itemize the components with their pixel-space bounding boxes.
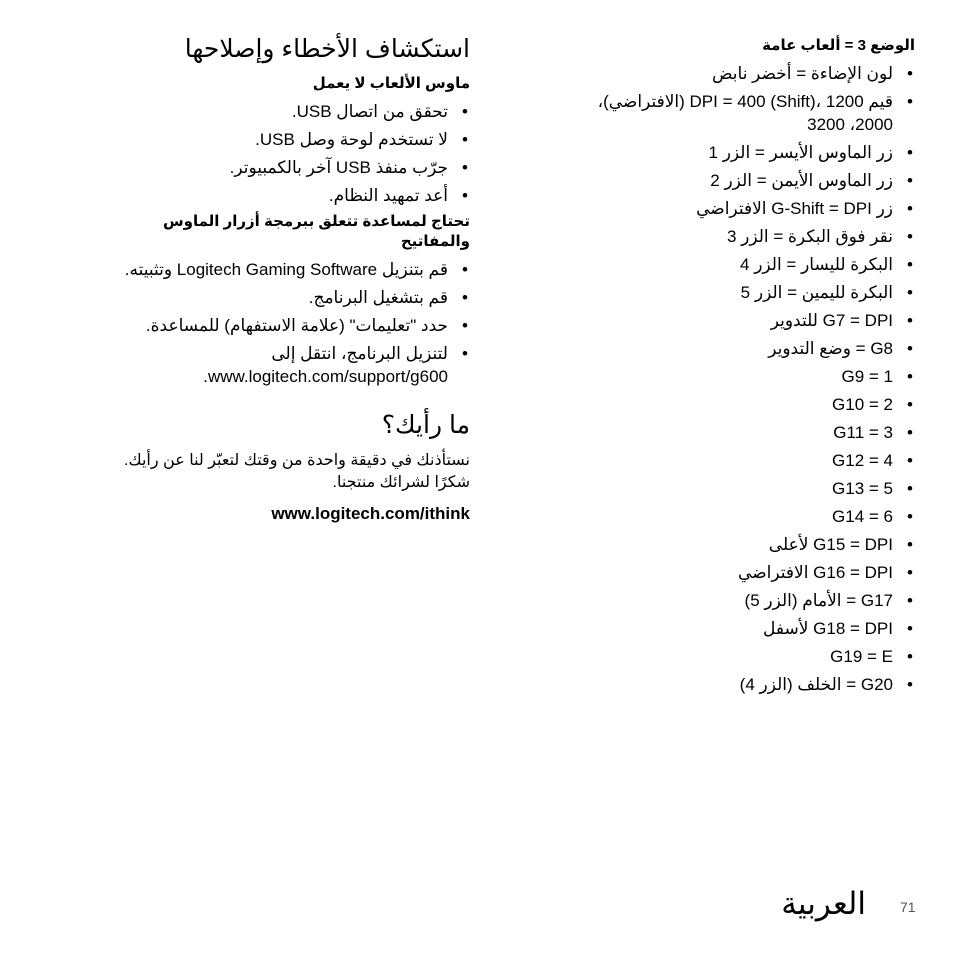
list-item: • G14 = 6	[560, 505, 915, 528]
list-item: • G19 = E	[560, 645, 915, 668]
list-item: • G15 = DPI لأعلى	[560, 533, 915, 556]
list-item: • G9 = 1	[560, 365, 915, 388]
list-item: • G13 = 5	[560, 477, 915, 500]
list-item: • نقر فوق البكرة = الزر 3	[560, 225, 915, 248]
list-item: • G16 = DPI الافتراضي	[560, 561, 915, 584]
list-item: • قيم 1200 ،DPI = 400 (Shift) (الافتراضي)، 2000، 3200	[560, 90, 915, 136]
mode3-list	[560, 62, 915, 696]
list-item: • لتنزيل البرنامج، انتقل إلى www.logitech.com/support/g600.	[100, 342, 470, 388]
list-item: • G17 = الأمام (الزر 5)	[560, 589, 915, 612]
mode3-section	[560, 36, 915, 701]
list-item: • قم بتنزيل Logitech Gaming Software وتثبيته.	[100, 258, 470, 281]
what-think-text: نستأذنك في دقيقة واحدة من وقتك لتعبّر لنا عن رأيك. شكرًا لشرائك منتجنا.	[124, 452, 470, 491]
need-help-heading: تحتاج لمساعدة تتعلق ببرمجة أزرار الماوس والمفاتيح	[162, 213, 470, 250]
list-item: • لا تستخدم لوحة وصل USB.	[100, 128, 470, 151]
list-item: • G10 = 2	[560, 393, 915, 416]
list-item: • لون الإضاءة = أخضر نابض	[560, 62, 915, 85]
page-number: 71	[900, 899, 916, 915]
need-help-list	[100, 258, 470, 388]
list-item: • G12 = 4	[560, 449, 915, 472]
troubleshooting-section	[100, 34, 470, 524]
mouse-not-working-heading: ماوس الألعاب لا يعمل	[312, 75, 470, 92]
list-item: • البكرة لليسار = الزر 4	[560, 253, 915, 276]
list-item: • تحقق من اتصال USB.	[100, 100, 470, 123]
mouse-not-working-list	[100, 100, 470, 207]
list-item: • G20 = الخلف (الزر 4)	[560, 673, 915, 696]
ithink-link[interactable]: www.logitech.com/ithink	[271, 504, 470, 523]
list-item: • زر G-Shift = DPI الافتراضي	[560, 197, 915, 220]
list-item: • G7 = DPI للتدوير	[560, 309, 915, 332]
list-item: • أعد تمهيد النظام.	[100, 184, 470, 207]
troubleshooting-title: استكشاف الأخطاء وإصلاحها	[184, 35, 470, 63]
list-item: • البكرة لليمين = الزر 5	[560, 281, 915, 304]
mode3-heading: الوضع 3 = ألعاب عامة	[762, 37, 915, 54]
language-label: العربية	[781, 886, 866, 921]
list-item: • G11 = 3	[560, 421, 915, 444]
list-item: • زر الماوس الأيسر = الزر 1	[560, 141, 915, 164]
list-item: • زر الماوس الأيمن = الزر 2	[560, 169, 915, 192]
list-item: • G8 = وضع التدوير	[560, 337, 915, 360]
list-item: • جرّب منفذ USB آخر بالكمبيوتر.	[100, 156, 470, 179]
what-think-title: ما رأيك؟	[381, 411, 470, 439]
list-item: • قم بتشغيل البرنامج.	[100, 286, 470, 309]
list-item: • حدد "تعليمات" (علامة الاستفهام) للمساعدة.	[100, 314, 470, 337]
list-item: • G18 = DPI لأسفل	[560, 617, 915, 640]
